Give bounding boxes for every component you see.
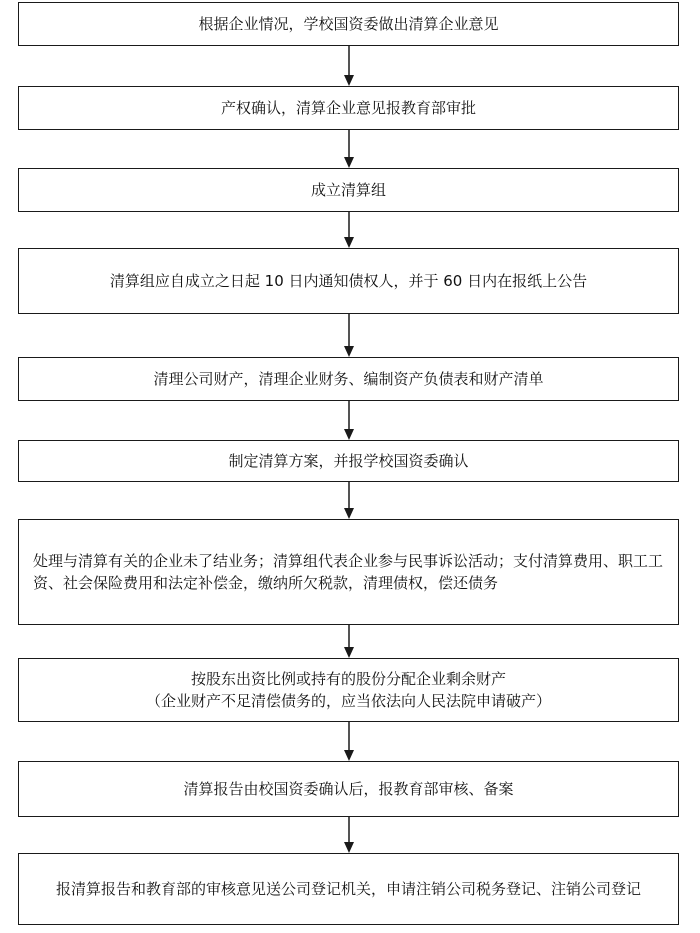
flow-arrow-7 — [340, 625, 358, 658]
flow-arrow-3 — [340, 212, 358, 248]
flow-arrow-1 — [340, 46, 358, 86]
flow-step-3 — [18, 168, 679, 212]
flow-step-10 — [18, 853, 679, 925]
flow-step-6 — [18, 440, 679, 482]
step-3-text: 成立清算组 — [310, 181, 386, 199]
flow-step-1 — [18, 2, 679, 46]
step-8-text-line-2: （企业财产不足清偿债务的，应当依法向人民法院申请破产） — [145, 692, 551, 710]
step-9-text: 清算报告由校国资委确认后，报教育部审核、备案 — [183, 780, 514, 798]
flow-arrow-4 — [340, 314, 358, 357]
flow-step-7 — [18, 519, 679, 625]
flow-arrow-2 — [340, 130, 358, 168]
flow-arrow-6 — [340, 482, 358, 519]
flow-arrow-9 — [340, 817, 358, 853]
flow-arrow-5 — [340, 401, 358, 440]
flow-step-9 — [18, 761, 679, 817]
step-10-text: 报清算报告和教育部的审核意见送公司登记机关，申请注销公司税务登记、注销公司登记 — [55, 880, 641, 898]
flow-step-5 — [18, 357, 679, 401]
flow-arrow-8 — [340, 722, 358, 761]
step-2-text: 产权确认，清算企业意见报教育部审批 — [220, 99, 476, 117]
flow-step-8 — [18, 658, 679, 722]
step-5-text: 清理公司财产，清理企业财务、编制资产负债表和财产清单 — [153, 370, 544, 388]
step-6-text: 制定清算方案，并报学校国资委确认 — [228, 452, 469, 470]
flow-step-4 — [18, 248, 679, 314]
flow-step-2 — [18, 86, 679, 130]
step-4-text: 清算组应自成立之日起 10 日内通知债权人，并于 60 日内在报纸上公告 — [109, 272, 588, 290]
step-7-text: 处理与清算有关的企业未了结业务；清算组代表企业参与民事诉讼活动；支付清算费用、职工工资、社会保险费用和法定补偿金，缴纳所欠税款，清理债权，偿还债务 — [33, 552, 664, 592]
step-1-text: 根据企业情况，学校国资委做出清算企业意见 — [198, 15, 499, 33]
step-8-text-line-1: 按股东出资比例或持有的股份分配企业剩余财产 — [190, 670, 506, 688]
